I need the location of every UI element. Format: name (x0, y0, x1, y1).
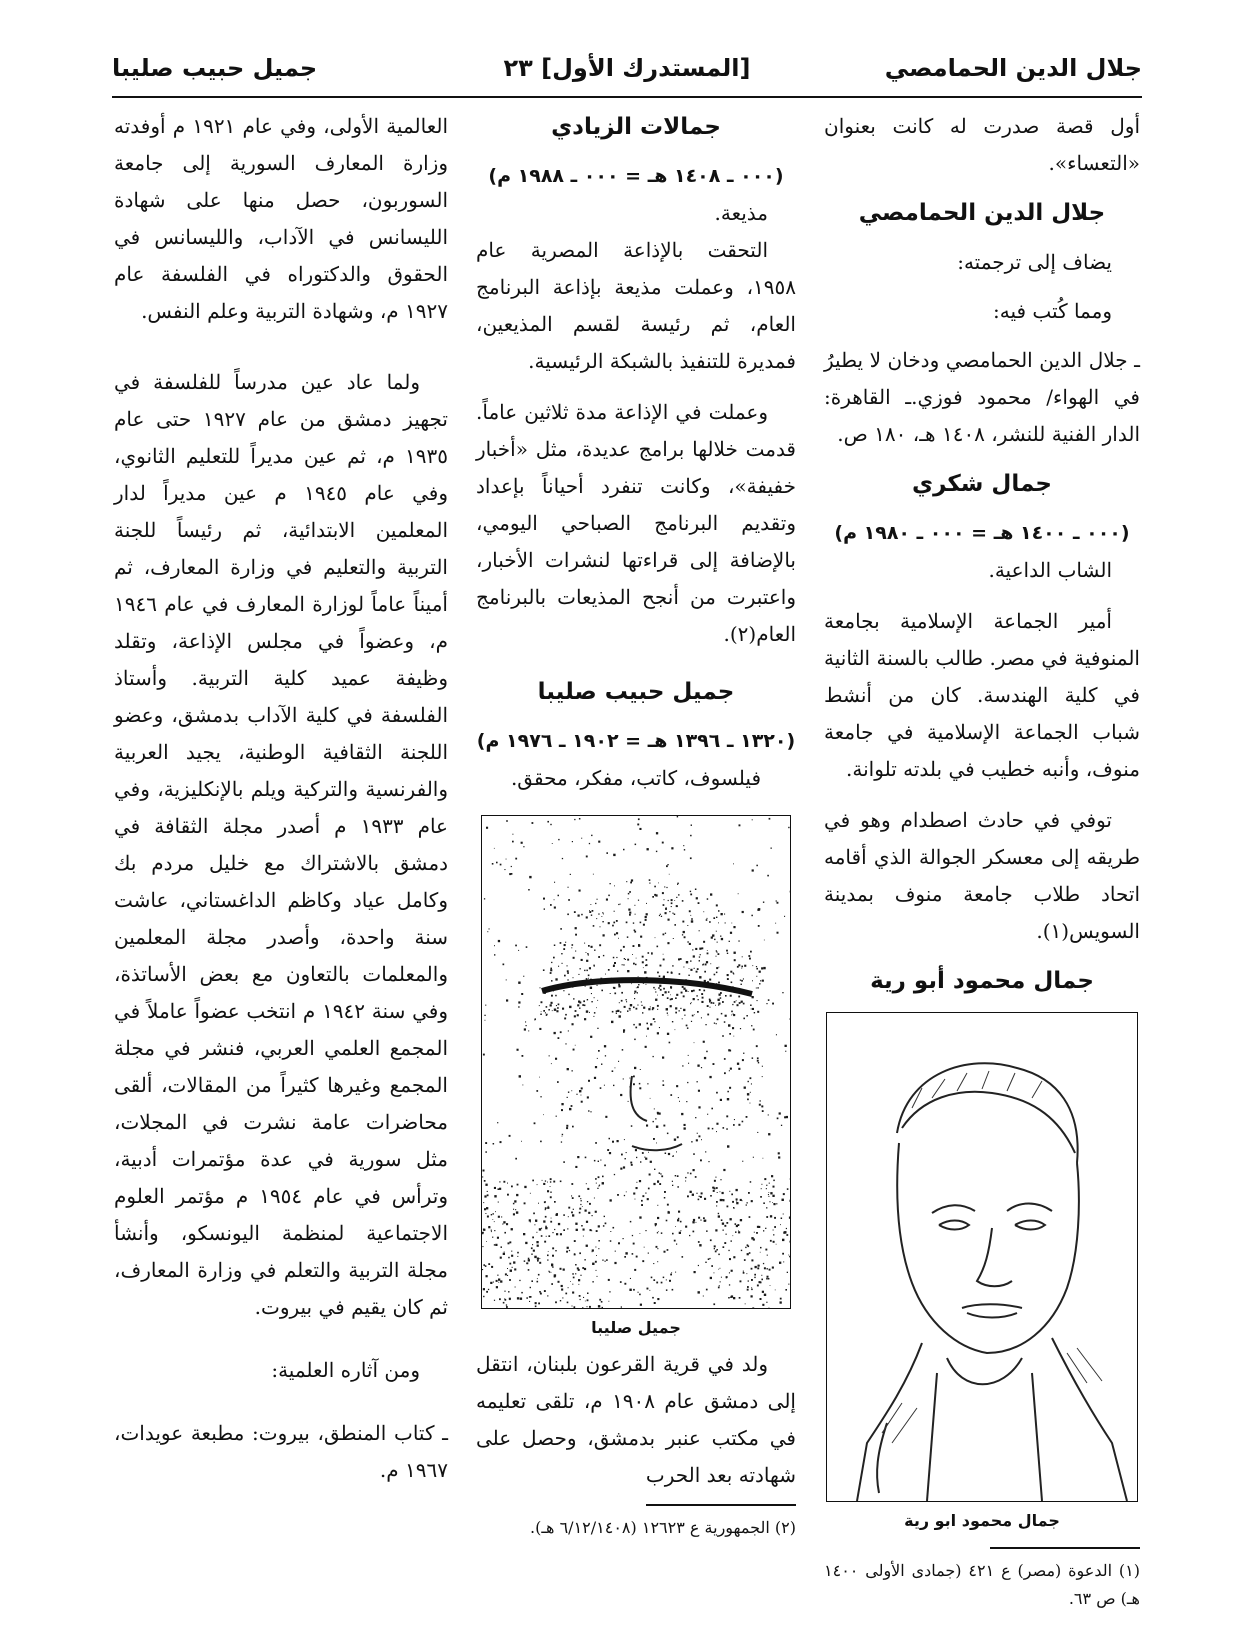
entry-text: يضاف إلى ترجمته: (957, 250, 1112, 274)
entry-dates: (١٣٢٠ ـ ١٣٩٦ هـ = ١٩٠٢ ـ ١٩٧٦ م) (476, 730, 796, 752)
entry-text: ولما عاد عين مدرساً للفلسفة في تجهيز دمشق من عام ١٩٢٧ حتى عام ١٩٣٥ م، ثم عين مديراً للتعليم الثانوي، وفي عام ١٩٤٥ م عين مديراً لدار المعلمين الابتدائية، ثم رئيساً للجنة التربية والتعليم في وزارة المعارف، ثم أميناً عاماً لوزارة المعارف في عام ١٩٤٦ م، وعضواً في مجلس الإذاعة، وتقلد وظيفة عميد كلية التربية. وأستاذ الفلسفة في كلية الآداب بدمشق، وعضو اللجنة الثقافية الوطنية، يجيد العربية والفرنسية والتركية ويلم بالإنكليزية، وفي عام ١٩٣٣ م أصدر مجلة الثقافة في دمشق بالاشتراك مع خليل مردم بك وكامل عياد وكاظم الداغستاني، عاشت سنة واحدة، وأصدر مجلة المعلمين والمعلمات بالتعاون مع بعض الأساتذة، وفي سنة ١٩٤٢ م انتخب عضواً عاملاً في المجمع العلمي العربي، فنشر في مجلة المجمع وغيرها كثيراً من المقالات، ألقى محاضرات عامة نشرت في المجلات، مثل سورية في عدة مؤتمرات أدبية، وترأس في عام ١٩٥٤ م مؤتمر العلوم الاجتماعية لمنظمة اليونسكو، وأنشأ مجلة التربية والتعلم في وزارة المعارف، ثم كان يقيم في بيروت. (114, 370, 449, 1319)
entry-role: مذيعة. (714, 201, 768, 225)
portrait-abu-rayya (826, 1012, 1138, 1502)
entry-text: توفي في حادث اصطدام وهو في طريقه إلى معسكر الجوالة الذي أقامه اتحاد طلاب جامعة منوف بمدينة السويس(١). (824, 808, 1140, 943)
portrait-photo (482, 816, 790, 1308)
entry-text: ومن آثاره العلمية: (271, 1358, 420, 1382)
entry-text: ومما كُتب فيه: (993, 299, 1112, 323)
portrait-saliba (481, 815, 791, 1309)
entry-text: العالمية الأولى، وفي عام ١٩٢١ م أوفدته وزارة المعارف السورية إلى جامعة السوربون، حصل منها على شهادة الليسانس في الآداب، والليسانس في الحقوق والدكتوراه في الفلسفة عام ١٩٢٧ م، وشهادة التربية وعلم النفس. (114, 114, 448, 323)
footnote-rule (990, 1547, 1140, 1549)
entry-role: الشاب الداعية. (988, 558, 1112, 582)
header-right: جلال الدين الحمامصي (884, 54, 1142, 82)
right-column (824, 108, 1140, 1615)
left-column (114, 108, 448, 1615)
header-rule (112, 96, 1142, 98)
entry-dates: (٠٠٠ ـ ١٤٠٨ هـ = ٠٠٠ ـ ١٩٨٨ م) (488, 165, 784, 187)
footnote-rule (646, 1504, 796, 1506)
entry-title-abu-rayya: جمال محمود أبو رية (870, 968, 1094, 994)
bibliography-item: ـ جلال الدين الحمامصي ودخان لا يطيرُ في الهواء/ محمود فوزي.ـ القاهرة: الدار الفنية للنشر، ١٤٠٨ هـ، ١٨٠ ص. (824, 348, 1140, 446)
entry-title-shukri: جمال شكري (912, 471, 1052, 497)
entry-text: وعملت في الإذاعة مدة ثلاثين عاماً. قدمت خلالها برامج عديدة، مثل «أخبار خفيفة»، وكانت تنفرد أحياناً بإعداد وتقديم البرنامج الصباحي اليومي، بالإضافة إلى قراءتها لنشرات الأخبار، واعتبرت من أنجح المذيعات بالبرنامج العام(٢). (476, 400, 796, 646)
entry-text: أمير الجماعة الإسلامية بجامعة المنوفية في مصر. طالب بالسنة الثانية في كلية الهندسة. كان من أنشط شباب الجماعة الإسلامية في جامعة منوف، وأنبه خطيب في بلدته تلوانة. (824, 609, 1140, 781)
running-header (112, 48, 1142, 88)
portrait-caption: جمال محمود ابو رية (904, 1511, 1060, 1530)
entry-title-saliba: جميل حبيب صليبا (537, 679, 735, 705)
entry-dates: (٠٠٠ ـ ١٤٠٠ هـ = ٠٠٠ ـ ١٩٨٠ م) (834, 522, 1130, 544)
entry-text: ولد في قرية القرعون بلبنان، انتقل إلى دمشق عام ١٩٠٨ م، تلقى تعليمه في مكتب عنبر بدمشق، وحصل على شهادته بعد الحرب (476, 1352, 796, 1487)
portrait-caption: جميل صليبا (591, 1318, 681, 1337)
entry-text: التحقت بالإذاعة المصرية عام ١٩٥٨، وعملت مذيعة بإذاعة البرنامج العام، ثم رئيسة لقسم المذيعين، فمديرة للتنفيذ بالشبكة الرئيسية. (476, 238, 796, 373)
entry-title-ziyadi: جمالات الزيادي (551, 114, 721, 140)
footnote: (٢) الجمهورية ع ١٢٦٢٣ (٦/١٢/١٤٠٨ هـ). (530, 1517, 796, 1537)
intro-text: أول قصة صدرت له كانت بعنوان «التعساء». (824, 114, 1140, 175)
header-center: [المستدرك الأول] ٢٣ (503, 54, 751, 82)
middle-column (476, 108, 796, 1615)
footnote: (١) الدعوة (مصر) ع ٤٢١ (جمادى الأولى ١٤٠٠ هـ) ص ٦٣. (824, 1560, 1141, 1608)
header-left: جميل حبيب صليبا (112, 54, 318, 82)
portrait-sketch (827, 1013, 1137, 1501)
bibliography-item: ـ كتاب المنطق، بيروت: مطبعة عويدات، ١٩٦٧ م. (114, 1421, 448, 1482)
entry-role: فيلسوف، كاتب، مفكر، محقق. (510, 766, 762, 790)
entry-title-hamamsi: جلال الدين الحمامصي (858, 200, 1106, 226)
